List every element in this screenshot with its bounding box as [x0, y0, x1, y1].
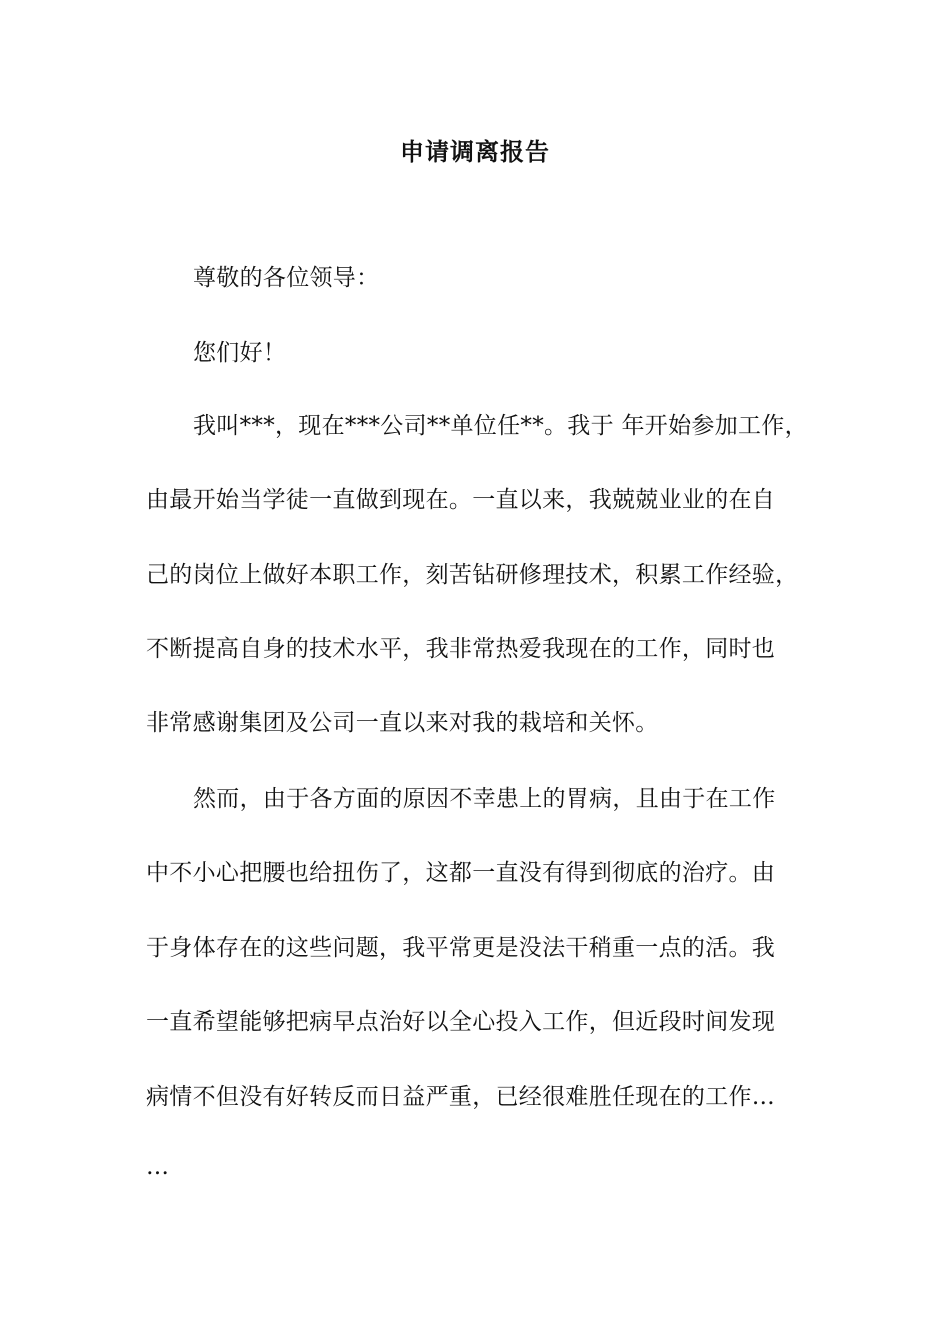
paragraph-line: 病情不但没有好转反而日益严重，已经很难胜任现在的工作…	[146, 1084, 776, 1110]
paragraph-line: 非常感谢集团及公司一直以来对我的栽培和关怀。	[146, 710, 659, 736]
salutation: 尊敬的各位领导：	[193, 265, 380, 291]
paragraph-line: 一直希望能够把病早点治好以全心投入工作，但近段时间发现	[146, 1009, 776, 1035]
paragraph-line: 不断提高自身的技术水平，我非常热爱我现在的工作，同时也	[146, 636, 776, 662]
paragraph-line: 由最开始当学徒一直做到现在。一直以来，我兢兢业业的在自	[146, 487, 776, 513]
paragraph-line: 中不小心把腰也给扭伤了，这都一直没有得到彻底的治疗。由	[146, 860, 776, 886]
paragraph-line: 我叫***，现在***公司**单位任**。我于 年开始参加工作，	[193, 413, 808, 439]
document-title: 申请调离报告	[400, 137, 550, 166]
paragraph-line: 然而，由于各方面的原因不幸患上的胃病，且由于在工作	[193, 786, 776, 812]
greeting: 您们好！	[193, 340, 287, 366]
paragraph-line: 于身体存在的这些问题，我平常更是没法干稍重一点的活。我	[146, 935, 776, 961]
paragraph-line: 己的岗位上做好本职工作，刻苦钻研修理技术，积累工作经验，	[146, 562, 799, 588]
paragraph-line: …	[146, 1154, 170, 1180]
